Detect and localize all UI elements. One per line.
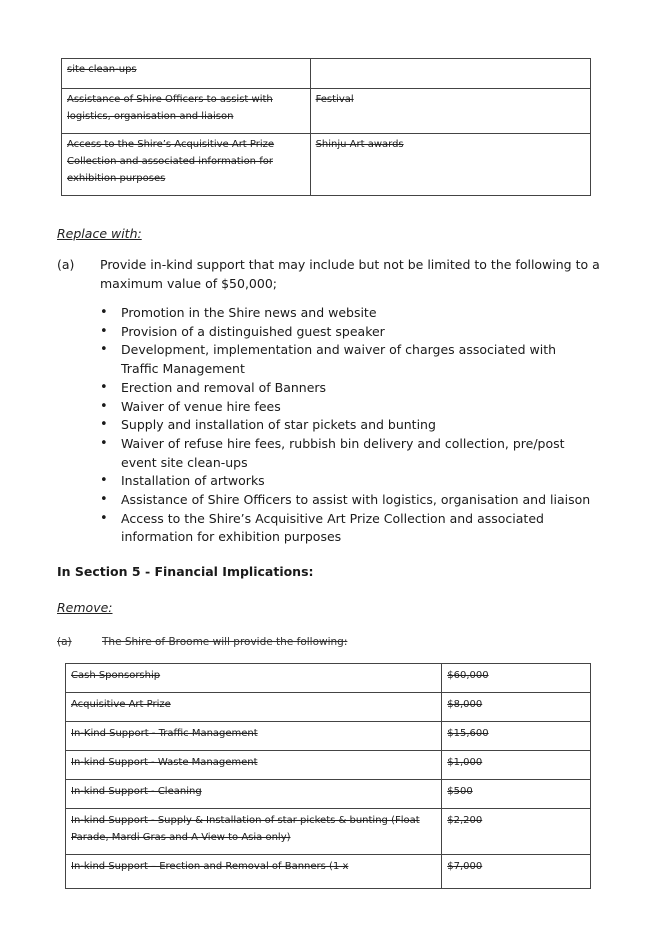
table-cell-description: site clean-ups — [62, 59, 311, 89]
list-item: • Provision of a distinguished guest speaker — [100, 323, 595, 342]
table-cell-amount: $2,200 — [442, 809, 591, 855]
table-cell-description: Assistance of Shire Officers to assist with logistics, organisation and liaison — [62, 89, 311, 134]
list-item: • Installation of artworks — [100, 472, 595, 491]
table-cell-amount: $60,000 — [442, 664, 591, 693]
list-item: • Development, implementation and waiver of charges associated with Traffic Management — [100, 341, 595, 378]
list-item: • Supply and installation of star pickets and bunting — [100, 416, 595, 435]
table-cell-amount: $15,600 — [442, 722, 591, 751]
table-cell-description: Cash Sponsorship — [66, 664, 442, 693]
list-item: • Waiver of refuse hire fees, rubbish bin delivery and collection, pre/post event site clean-ups — [100, 435, 595, 472]
table-cell-description: In-kind Support - Waste Management — [66, 751, 442, 780]
table-row — [62, 134, 591, 196]
table-row — [62, 89, 591, 134]
table-row — [66, 664, 591, 693]
list-item: • Assistance of Shire Officers to assist with logistics, organisation and liaison — [100, 491, 595, 510]
table-cell-event: Festival — [310, 89, 590, 134]
table-cell-amount: $1,000 — [442, 751, 591, 780]
table-row — [66, 855, 591, 889]
item-marker: (a) — [57, 636, 72, 648]
item-marker: (a) — [57, 257, 75, 272]
table-cell-description: In-kind Support – Erection and Removal of Banners (1 x — [66, 855, 442, 889]
table-cell-amount: $8,000 — [442, 693, 591, 722]
remove-heading: Remove: — [57, 600, 113, 615]
table-row — [66, 780, 591, 809]
table-cell-description: Acquisitive Art Prize — [66, 693, 442, 722]
list-item: • Waiver of venue hire fees — [100, 398, 595, 417]
table-row — [66, 809, 591, 855]
financial-table — [65, 663, 591, 889]
section-heading: In Section 5 - Financial Implications: — [57, 564, 314, 579]
table-cell-amount: $500 — [442, 780, 591, 809]
list-item: • Access to the Shire’s Acquisitive Art Prize Collection and associated information for exhibition purposes — [100, 510, 595, 547]
table-row — [62, 59, 591, 89]
item-text: Provide in-kind support that may include but not be limited to the following to a maximum value of $50,000; — [100, 257, 600, 291]
table-cell-description: In-kind Support - Supply & Installation of star pickets & bunting (Float Parade, Mardi Gras and A View to Asia only) — [66, 809, 442, 855]
replace-with-heading: Replace with: — [57, 226, 142, 241]
table-row — [66, 722, 591, 751]
table-cell-description: In-Kind Support - Traffic Management — [66, 722, 442, 751]
table-cell-event — [310, 59, 590, 89]
top-support-table — [61, 58, 591, 196]
table-cell-event: Shinju Art awards — [310, 134, 590, 196]
table-cell-amount: $7,000 — [442, 855, 591, 889]
table-cell-description: Access to the Shire’s Acquisitive Art Prize Collection and associated information for exhibition purposes — [62, 134, 311, 196]
table-cell-description: In-kind Support - Cleaning — [66, 780, 442, 809]
table-row — [66, 751, 591, 780]
table-row — [66, 693, 591, 722]
list-item: • Promotion in the Shire news and website — [100, 304, 595, 323]
in-kind-support-list — [100, 304, 595, 547]
item-text: The Shire of Broome will provide the following: — [102, 636, 348, 648]
list-item: • Erection and removal of Banners — [100, 379, 595, 398]
